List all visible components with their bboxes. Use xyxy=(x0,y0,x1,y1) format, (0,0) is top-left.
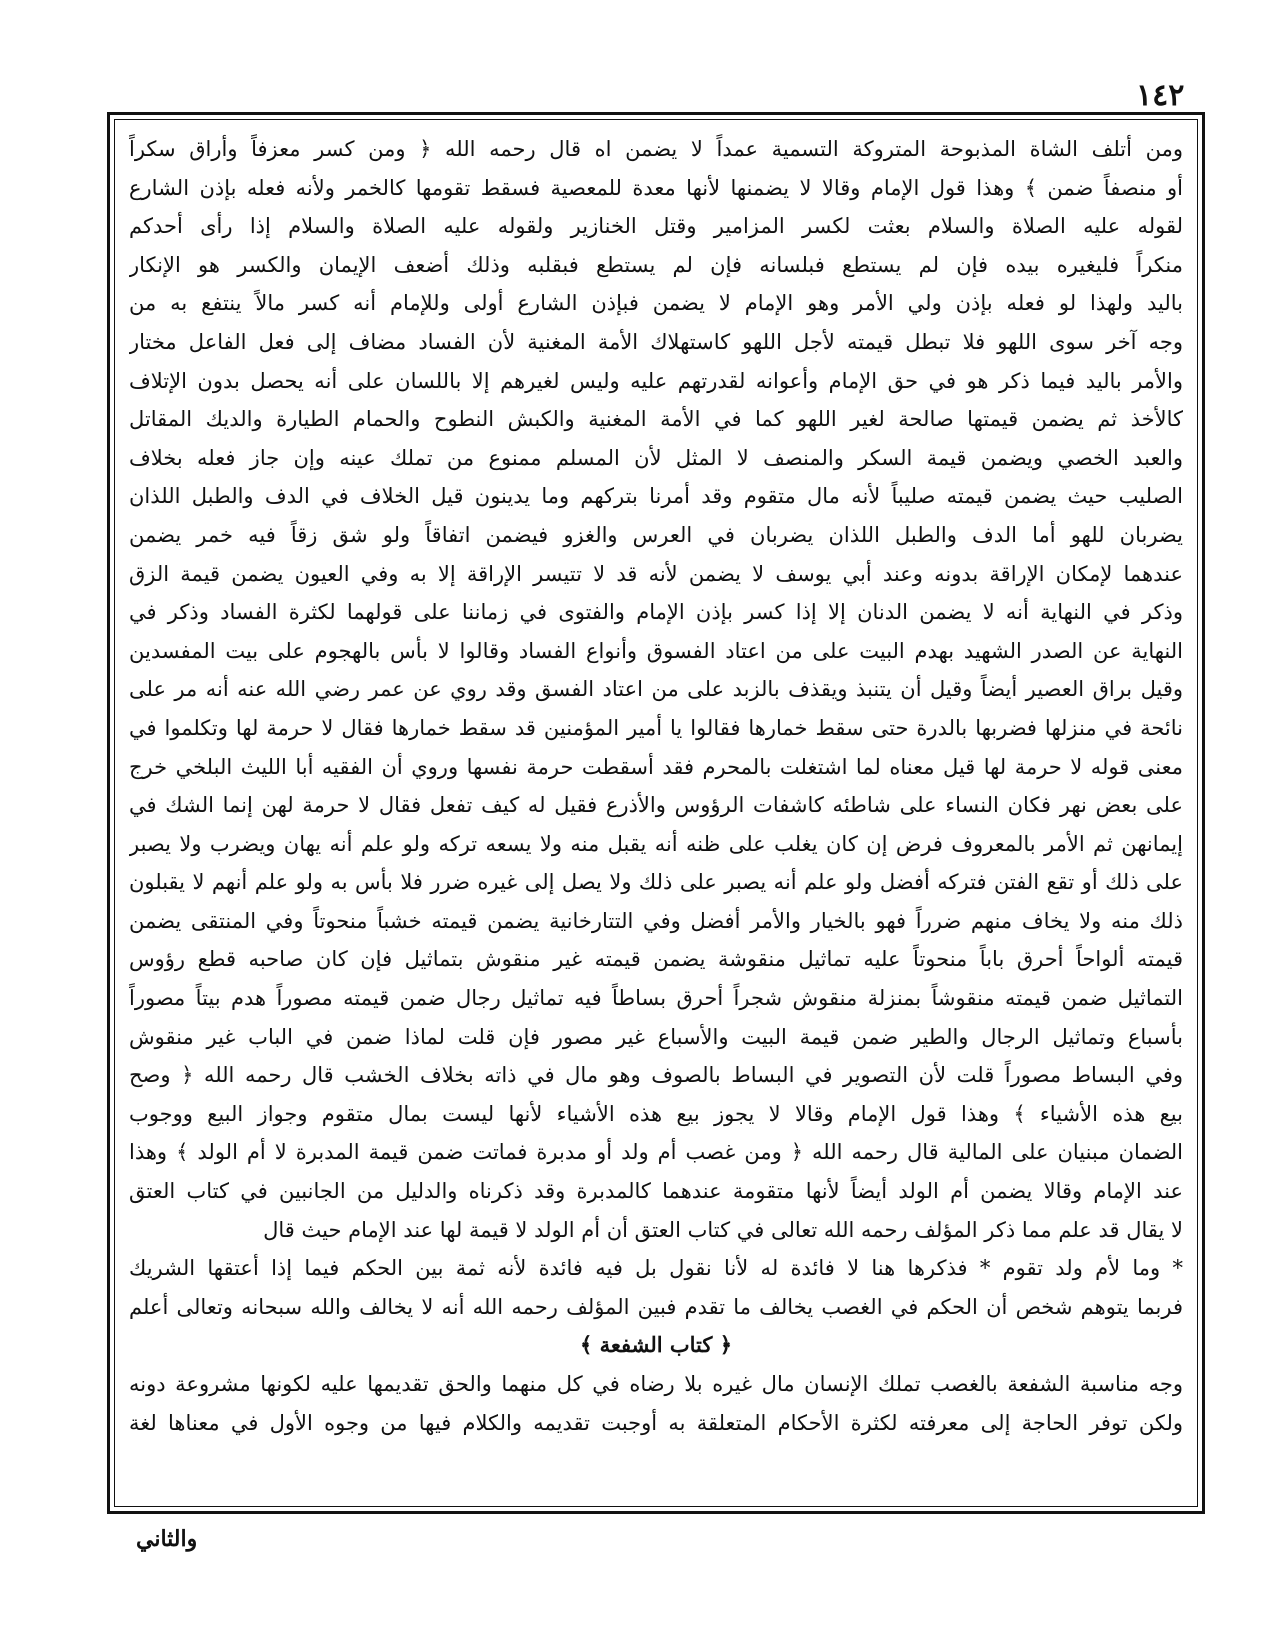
text-line: لقوله عليه الصلاة والسلام بعثت لكسر المزامير وقتل الخنازير ولقوله عليه الصلاة والسلام إذا رأى أحدكم xyxy=(129,214,1183,239)
text-line: النهاية عن الصدر الشهيد بهدم البيت على من اعتاد الفسوق وأنواع الفساد وقالوا لا بأس بالهجوم على بيت المفسدين xyxy=(129,638,1183,663)
text-line: وفي البساط مصوراً قلت لأن التصوير في البساط بالصوف وهو مال في ذاته بخلاف الخشب قال رحمه الله ﴿ وصح xyxy=(129,1063,1183,1088)
text-line: كالأخذ ثم يضمن قيمتها صالحة لغير اللهو كما في الأمة المغنية والكبش النطوح والحمام الطيارة والديك المقاتل xyxy=(129,407,1183,432)
text-line: فربما يتوهم شخص أن الحكم في الغصب يخالف ما تقدم فبين المؤلف رحمه الله أنه لا يخالف والله سبحانه وتعالى أعلم xyxy=(129,1294,1183,1319)
text-line: ومن أتلف الشاة المذبوحة المتروكة التسمية عمداً لا يضمن اه قال رحمه الله ﴿ ومن كسر معزفاً وأراق سكراً xyxy=(129,137,1183,161)
text-line: منكراً فليغيره بيده فإن لم يستطع فبلسانه فإن لم يستطع فبقلبه وذلك أضعف الإيمان والكسر هو الإنكار xyxy=(129,252,1183,277)
text-line: الصليب حيث يضمن قيمته صليباً لأنه مال متقوم وقد أمرنا بتركهم وما يدينون قيل الخلاف في الدف والطبل اللذان xyxy=(129,484,1183,509)
text-line: والأمر باليد فيما ذكر هو في حق الإمام وأعوانه لقدرتهم عليه وليس لغيرهم إلا باللسان على أنه يحصل بدون الإتلاف xyxy=(129,368,1183,393)
text-line: وجه مناسبة الشفعة بالغصب تملك الإنسان مال غيره بلا رضاه في كل منهما والحق تقديمها عليه لكونها مشروعة دونه xyxy=(129,1372,1183,1396)
page-number: ١٤٢ xyxy=(1136,78,1185,113)
text-line: والعبد الخصي ويضمن قيمة السكر والمنصف لا المثل لأن المسلم ممنوع من تملك عينه وإن جاز فعله بخلاف xyxy=(129,445,1183,470)
text-line: على بعض نهر فكان النساء على شاطئه كاشفات الرؤوس والأذرع فقيل له كيف تفعل فقال لا حرمة لهن إنما الشك في xyxy=(129,793,1183,818)
text-line: يضربان للهو أما الدف والطبل اللذان يضربان في العرس والغزو فيضمن اتفاقاً ولو شق زقاً فيه خمر يضمن xyxy=(129,522,1183,547)
text-line: وقيل براق العصير أيضاً وقيل أن يتنبذ ويقذف بالزبد على من اعتاد الفسق وقد روي عن عمر رضي الله عنه أنه مر على xyxy=(129,677,1183,702)
text-line: بأسباع وتماثيل الرجال والطير ضمن قيمة البيت والأسباع غير مصور فإن قلت لماذا ضمن في الباب غير منقوش xyxy=(129,1024,1183,1049)
text-line: وجه آخر سوى اللهو فلا تبطل قيمته لأجل اللهو كاستهلاك الأمة المغنية لأن الفساد مضاف إلى فعل الفاعل مختار xyxy=(129,329,1183,354)
text-line: التماثيل ضمن قيمته منقوشاً بمنزلة منقوش شجراً أحرق بساطاً فيه تماثيل رجال ضمن قيمته مصوراً هدم بيتاً مصوراً xyxy=(129,986,1183,1011)
text-line: لا يقال قد علم مما ذكر المؤلف رحمه الله تعالى في كتاب العتق أن أم الولد لا قيمة لها عند الإمام حيث قال xyxy=(263,1217,1183,1242)
text-line: على ذلك أو تقع الفتن فتركه أفضل ولو علم أنه يصبر على ذلك ولا يصل إلى غيره ضرر فلا بأس به ولو علم أنهم لا يقبلون xyxy=(129,870,1183,895)
text-line: نائحة في منزلها فضربها بالدرة حتى سقط خمارها فقالوا يا أمير المؤمنين قد سقط خمارها فقال لا حرمة لها وتكلموا في xyxy=(129,715,1183,740)
text-line: إيمانهن ثم الأمر بالمعروف فرض إن كان يغلب على ظنه أنه يقبل منه ولا يسعه تركه ولو علم أنه يهان ويضرب ولا يصبر xyxy=(129,831,1183,856)
text-line: عند الإمام وقالا يضمن أم الولد أيضاً لأنها متقومة عندهما كالمدبرة وقد ذكرناه والدليل من الجانبين في كتاب العتق xyxy=(129,1179,1183,1204)
text-body xyxy=(114,119,1198,1507)
catchword: والثاني xyxy=(136,1526,198,1552)
text-line: عندهما لإمكان الإراقة بدونه وعند أبي يوسف لا يضمن لأنه قد لا تتيسر الإراقة إلا به وفي العيون يضمن قيمة الزق xyxy=(129,561,1183,586)
text-line: ولكن توفر الحاجة إلى معرفته لكثرة الأحكام المتعلقة به أوجبت تقديمه والكلام فيها من وجوه الأول في معناها لغة xyxy=(129,1410,1183,1435)
chapter-heading: ﴿ كتاب الشفعة ﴾ xyxy=(579,1332,733,1358)
text-line: معنى قوله لا حرمة لها قيل معناه لما اشتغلت بالمحرم فقد أسقطت حرمة نفسها وروي أن الفقيه أبا الليث البلخي خرج xyxy=(129,754,1183,779)
text-line: قيمته ألواحاً أحرق باباً منحوتاً عليه تماثيل منقوشة يضمن قيمته غير منقوش بتماثيل فإن كان صاحبه قطع رؤوس xyxy=(129,947,1183,972)
text-line: وذكر في النهاية أنه لا يضمن الدنان إلا إذا كسر بإذن الإمام والفتوى في زماننا على قولهما لكثرة الفساد وذكر في xyxy=(129,600,1183,625)
text-line: * وما لأم ولد تقوم * فذكرها هنا لا فائدة له لأنا نقول بل فيه فائدة لأنه ثمة بين الحكم فيما إذا أعتقها الشريك xyxy=(129,1256,1183,1281)
text-line: أو منصفاً ضمن ﴾ وهذا قول الإمام وقالا لا يضمنها لأنها معدة للمعصية فسقط تقومها كالخمر ولأنه فعله بإذن الشارع xyxy=(129,175,1183,200)
text-line: باليد ولهذا لو فعله بإذن ولي الأمر وهو الإمام لا يضمن فبإذن الشارع أولى وللإمام أنه كسر مالاً ينتفع به من xyxy=(129,291,1183,316)
text-line: الضمان مبنيان على المالية قال رحمه الله ﴿ ومن غصب أم ولد أو مدبرة فماتت ضمن قيمة المدبرة لا أم الولد ﴾ وهذا xyxy=(129,1140,1183,1165)
text-line: بيع هذه الأشياء ﴾ وهذا قول الإمام وقالا لا يجوز بيع هذه الأشياء لأنها ليست بمال متقوم وجواز البيع ووجوب xyxy=(129,1101,1183,1126)
text-line: ذلك منه ولا يخاف منهم ضرراً فهو بالخيار والأمر أفضل وفي التتارخانية يضمن قيمته خشباً منحوتاً وفي المنتقى يضمن xyxy=(129,908,1183,933)
text-frame xyxy=(107,112,1205,1514)
